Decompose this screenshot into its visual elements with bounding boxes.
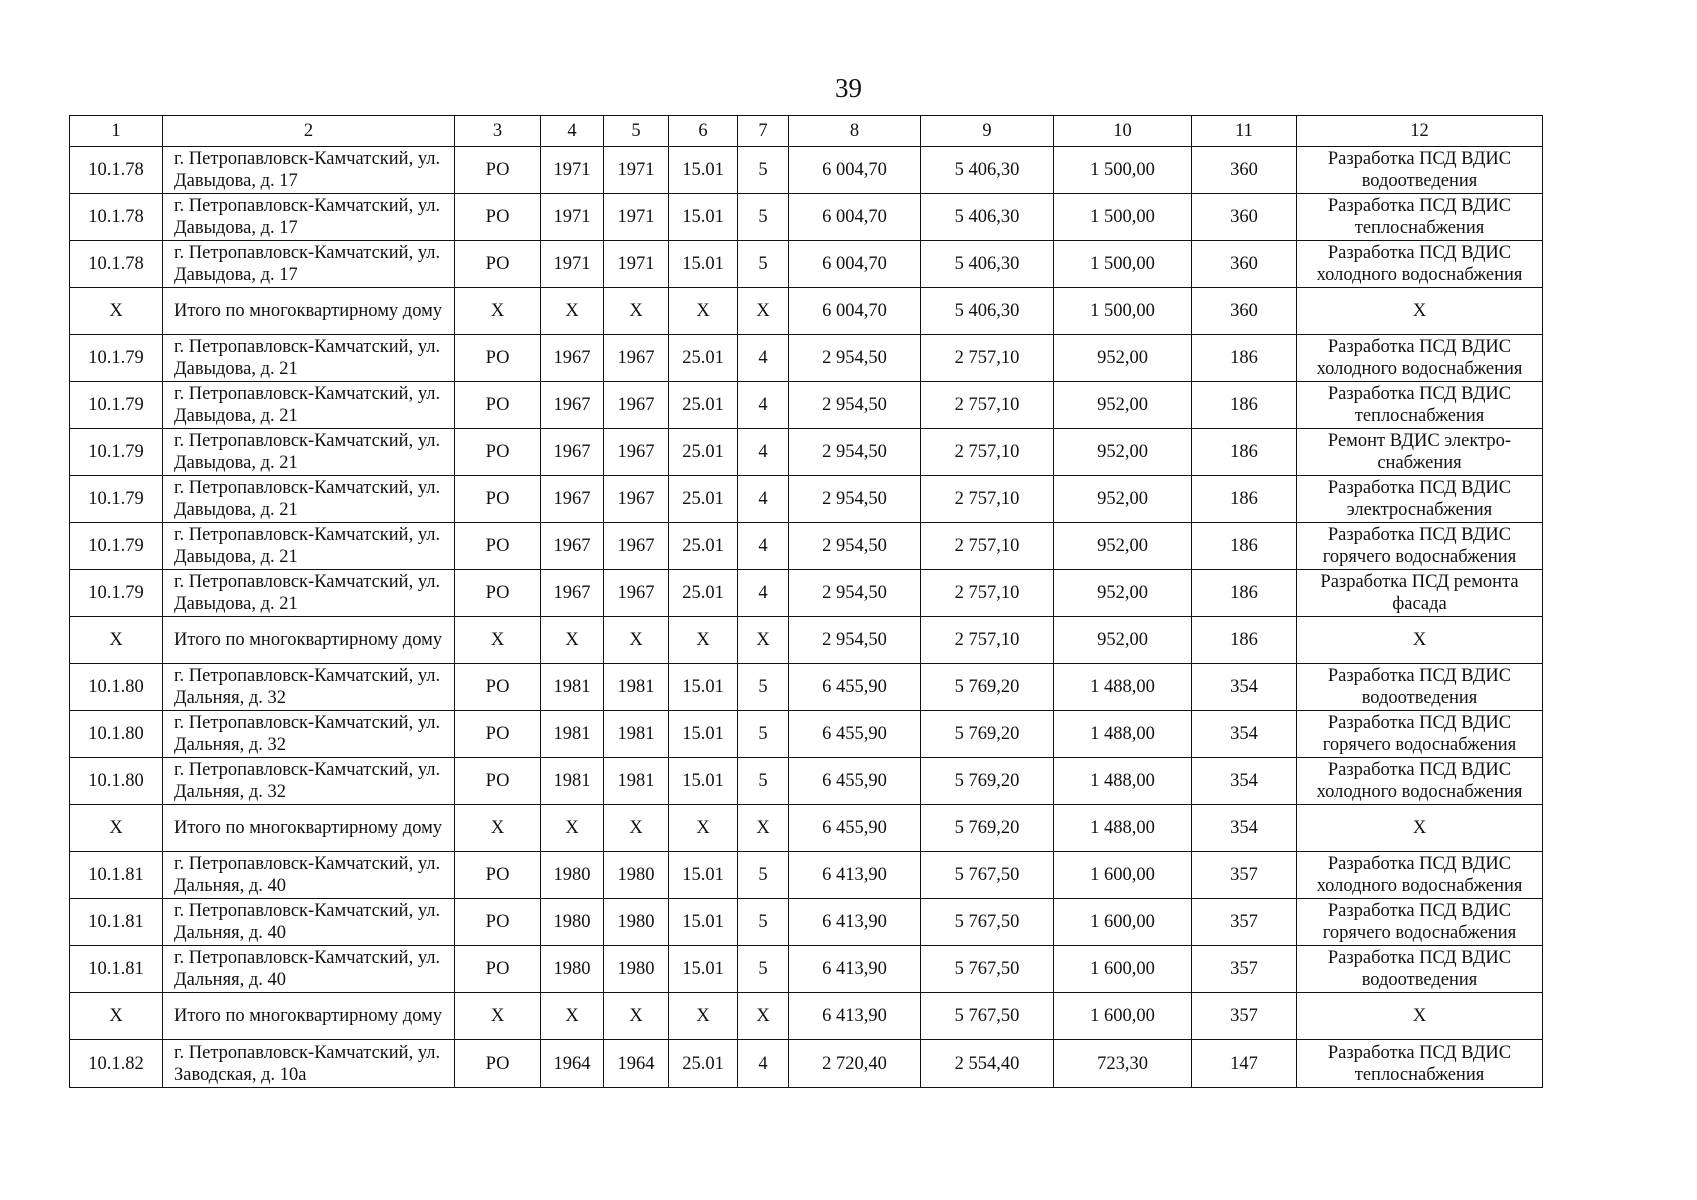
column-3-cell: РО [455, 852, 541, 899]
column-7-cell: 5 [738, 664, 789, 711]
column-3-cell: РО [455, 194, 541, 241]
column-11-cell: 357 [1192, 946, 1297, 993]
address-cell: Итого по многоквартирному дому [163, 288, 455, 335]
column-5-cell: 1981 [604, 664, 669, 711]
column-5-cell: 1967 [604, 335, 669, 382]
column-8-cell: 6 004,70 [789, 241, 921, 288]
column-header: 12 [1297, 116, 1543, 147]
column-5-cell: 1967 [604, 382, 669, 429]
work-type-cell: Разработка ПСД ВДИС горячего водоснабжения [1297, 523, 1543, 570]
row-number-cell: 10.1.79 [70, 476, 163, 523]
column-7-cell: 4 [738, 523, 789, 570]
capital-repair-table [69, 115, 1543, 1088]
table-row [70, 758, 1543, 805]
column-8-cell: 6 455,90 [789, 758, 921, 805]
table-row [70, 335, 1543, 382]
column-header: 5 [604, 116, 669, 147]
column-11-cell: 360 [1192, 147, 1297, 194]
column-3-cell: РО [455, 711, 541, 758]
column-6-cell: 25.01 [669, 476, 738, 523]
column-11-cell: 360 [1192, 194, 1297, 241]
column-3-cell: РО [455, 476, 541, 523]
column-8-cell: 2 954,50 [789, 429, 921, 476]
address-cell: г. Петропавловск-Камчатский, ул. Дальняя, д. 40 [163, 852, 455, 899]
column-4-cell: 1967 [541, 382, 604, 429]
column-5-cell: 1967 [604, 570, 669, 617]
column-6-cell: X [669, 993, 738, 1040]
work-type-cell: Разработка ПСД ВДИС теплоснабжения [1297, 1040, 1543, 1088]
column-6-cell: 15.01 [669, 852, 738, 899]
column-11-cell: 354 [1192, 758, 1297, 805]
column-10-cell: 1 500,00 [1054, 147, 1192, 194]
column-7-cell: 5 [738, 899, 789, 946]
work-type-cell: Разработка ПСД ремонта фасада [1297, 570, 1543, 617]
column-header: 6 [669, 116, 738, 147]
column-6-cell: 15.01 [669, 758, 738, 805]
column-3-cell: РО [455, 899, 541, 946]
column-9-cell: 2 757,10 [921, 523, 1054, 570]
column-7-cell: 5 [738, 241, 789, 288]
row-number-cell: 10.1.80 [70, 758, 163, 805]
column-8-cell: 2 954,50 [789, 523, 921, 570]
column-header: 9 [921, 116, 1054, 147]
column-9-cell: 5 406,30 [921, 288, 1054, 335]
column-header: 1 [70, 116, 163, 147]
row-number-cell: 10.1.78 [70, 194, 163, 241]
column-11-cell: 354 [1192, 805, 1297, 852]
column-6-cell: 15.01 [669, 899, 738, 946]
column-7-cell: 5 [738, 147, 789, 194]
address-cell: г. Петропавловск-Камчатский, ул. Дальняя, д. 32 [163, 711, 455, 758]
address-cell: Итого по многоквартирному дому [163, 617, 455, 664]
column-8-cell: 2 954,50 [789, 476, 921, 523]
column-11-cell: 357 [1192, 993, 1297, 1040]
column-11-cell: 360 [1192, 241, 1297, 288]
column-4-cell: 1980 [541, 946, 604, 993]
address-cell: г. Петропавловск-Камчатский, ул. Давыдова, д. 17 [163, 194, 455, 241]
column-11-cell: 147 [1192, 1040, 1297, 1088]
column-6-cell: 15.01 [669, 241, 738, 288]
column-header: 8 [789, 116, 921, 147]
column-5-cell: 1981 [604, 758, 669, 805]
table-row [70, 476, 1543, 523]
row-number-cell: 10.1.82 [70, 1040, 163, 1088]
column-11-cell: 354 [1192, 664, 1297, 711]
column-9-cell: 2 554,40 [921, 1040, 1054, 1088]
column-10-cell: 723,30 [1054, 1040, 1192, 1088]
column-9-cell: 5 406,30 [921, 194, 1054, 241]
column-8-cell: 6 004,70 [789, 194, 921, 241]
column-7-cell: X [738, 288, 789, 335]
address-cell: г. Петропавловск-Камчатский, ул. Давыдова, д. 21 [163, 429, 455, 476]
column-9-cell: 5 767,50 [921, 946, 1054, 993]
column-4-cell: 1981 [541, 711, 604, 758]
work-type-cell: Разработка ПСД ВДИС холодного водоснабжения [1297, 241, 1543, 288]
column-4-cell: 1971 [541, 241, 604, 288]
column-7-cell: X [738, 805, 789, 852]
column-9-cell: 2 757,10 [921, 429, 1054, 476]
row-number-cell: 10.1.78 [70, 147, 163, 194]
column-10-cell: 1 488,00 [1054, 805, 1192, 852]
work-type-cell: Разработка ПСД ВДИС горячего водоснабжения [1297, 899, 1543, 946]
work-type-cell: Разработка ПСД ВДИС водоотведения [1297, 147, 1543, 194]
address-cell: г. Петропавловск-Камчатский, ул. Давыдова, д. 21 [163, 523, 455, 570]
column-4-cell: 1967 [541, 570, 604, 617]
column-10-cell: 952,00 [1054, 570, 1192, 617]
column-7-cell: X [738, 993, 789, 1040]
column-6-cell: 15.01 [669, 664, 738, 711]
column-6-cell: X [669, 288, 738, 335]
column-11-cell: 354 [1192, 711, 1297, 758]
column-4-cell: 1971 [541, 147, 604, 194]
table-row [70, 147, 1543, 194]
row-number-cell: 10.1.79 [70, 382, 163, 429]
address-cell: г. Петропавловск-Камчатский, ул. Дальняя, д. 40 [163, 899, 455, 946]
column-9-cell: 5 767,50 [921, 899, 1054, 946]
column-9-cell: 2 757,10 [921, 617, 1054, 664]
column-4-cell: X [541, 288, 604, 335]
table-row [70, 1040, 1543, 1088]
address-cell: г. Петропавловск-Камчатский, ул. Заводская, д. 10а [163, 1040, 455, 1088]
column-9-cell: 5 769,20 [921, 805, 1054, 852]
column-9-cell: 2 757,10 [921, 570, 1054, 617]
column-6-cell: 25.01 [669, 523, 738, 570]
column-9-cell: 2 757,10 [921, 382, 1054, 429]
column-5-cell: 1980 [604, 852, 669, 899]
address-cell: г. Петропавловск-Камчатский, ул. Дальняя, д. 32 [163, 664, 455, 711]
column-11-cell: 186 [1192, 382, 1297, 429]
work-type-cell: Разработка ПСД ВДИС холодного водоснабжения [1297, 335, 1543, 382]
table-row [70, 523, 1543, 570]
column-3-cell: РО [455, 570, 541, 617]
column-10-cell: 1 600,00 [1054, 852, 1192, 899]
column-6-cell: 15.01 [669, 194, 738, 241]
row-number-cell: 10.1.78 [70, 241, 163, 288]
column-6-cell: 25.01 [669, 382, 738, 429]
column-10-cell: 1 600,00 [1054, 899, 1192, 946]
column-8-cell: 6 004,70 [789, 288, 921, 335]
column-3-cell: X [455, 288, 541, 335]
column-5-cell: 1967 [604, 429, 669, 476]
table-row [70, 852, 1543, 899]
address-cell: Итого по многоквартирному дому [163, 993, 455, 1040]
column-10-cell: 952,00 [1054, 523, 1192, 570]
work-type-cell: Разработка ПСД ВДИС теплоснабжения [1297, 194, 1543, 241]
row-number-cell: 10.1.80 [70, 711, 163, 758]
address-cell: г. Петропавловск-Камчатский, ул. Давыдова, д. 21 [163, 570, 455, 617]
column-9-cell: 5 406,30 [921, 241, 1054, 288]
column-10-cell: 1 488,00 [1054, 711, 1192, 758]
column-10-cell: 952,00 [1054, 335, 1192, 382]
column-10-cell: 1 500,00 [1054, 194, 1192, 241]
column-11-cell: 360 [1192, 288, 1297, 335]
column-6-cell: 25.01 [669, 570, 738, 617]
row-number-cell: X [70, 805, 163, 852]
work-type-cell: Разработка ПСД ВДИС водоотведения [1297, 946, 1543, 993]
column-10-cell: 1 488,00 [1054, 664, 1192, 711]
address-cell: г. Петропавловск-Камчатский, ул. Давыдова, д. 17 [163, 241, 455, 288]
column-4-cell: X [541, 805, 604, 852]
column-6-cell: X [669, 617, 738, 664]
column-7-cell: 4 [738, 429, 789, 476]
column-5-cell: X [604, 805, 669, 852]
column-3-cell: РО [455, 664, 541, 711]
column-5-cell: 1981 [604, 711, 669, 758]
column-3-cell: РО [455, 429, 541, 476]
column-6-cell: 15.01 [669, 946, 738, 993]
column-8-cell: 6 455,90 [789, 664, 921, 711]
column-4-cell: 1981 [541, 758, 604, 805]
table-row [70, 993, 1543, 1040]
work-type-cell: X [1297, 288, 1543, 335]
address-cell: г. Петропавловск-Камчатский, ул. Давыдова, д. 21 [163, 476, 455, 523]
column-5-cell: 1971 [604, 241, 669, 288]
row-number-cell: X [70, 617, 163, 664]
column-6-cell: 15.01 [669, 711, 738, 758]
column-6-cell: 25.01 [669, 1040, 738, 1088]
column-5-cell: X [604, 617, 669, 664]
column-10-cell: 1 500,00 [1054, 241, 1192, 288]
column-8-cell: 2 954,50 [789, 382, 921, 429]
column-8-cell: 6 455,90 [789, 805, 921, 852]
table-row [70, 617, 1543, 664]
table-row [70, 711, 1543, 758]
column-3-cell: РО [455, 1040, 541, 1088]
column-10-cell: 952,00 [1054, 476, 1192, 523]
row-number-cell: 10.1.81 [70, 899, 163, 946]
work-type-cell: Разработка ПСД ВДИС горячего водоснабжения [1297, 711, 1543, 758]
column-4-cell: X [541, 617, 604, 664]
work-type-cell: Разработка ПСД ВДИС водоотведения [1297, 664, 1543, 711]
column-10-cell: 952,00 [1054, 617, 1192, 664]
column-3-cell: X [455, 805, 541, 852]
column-4-cell: 1967 [541, 429, 604, 476]
work-type-cell: Ремонт ВДИС электро-снабжения [1297, 429, 1543, 476]
column-8-cell: 6 413,90 [789, 946, 921, 993]
column-6-cell: 15.01 [669, 147, 738, 194]
column-6-cell: X [669, 805, 738, 852]
column-9-cell: 5 769,20 [921, 711, 1054, 758]
column-5-cell: 1980 [604, 899, 669, 946]
column-3-cell: X [455, 993, 541, 1040]
column-3-cell: РО [455, 758, 541, 805]
work-type-cell: Разработка ПСД ВДИС холодного водоснабжения [1297, 758, 1543, 805]
column-3-cell: X [455, 617, 541, 664]
column-4-cell: 1964 [541, 1040, 604, 1088]
column-8-cell: 6 004,70 [789, 147, 921, 194]
table-row [70, 899, 1543, 946]
column-5-cell: 1967 [604, 523, 669, 570]
table-row [70, 241, 1543, 288]
work-type-cell: X [1297, 805, 1543, 852]
address-cell: г. Петропавловск-Камчатский, ул. Дальняя, д. 32 [163, 758, 455, 805]
column-7-cell: X [738, 617, 789, 664]
column-11-cell: 186 [1192, 476, 1297, 523]
column-4-cell: 1967 [541, 476, 604, 523]
column-4-cell: 1980 [541, 899, 604, 946]
column-11-cell: 186 [1192, 570, 1297, 617]
column-10-cell: 1 600,00 [1054, 946, 1192, 993]
column-11-cell: 186 [1192, 617, 1297, 664]
column-header: 7 [738, 116, 789, 147]
address-cell: г. Петропавловск-Камчатский, ул. Давыдова, д. 21 [163, 335, 455, 382]
row-number-cell: 10.1.80 [70, 664, 163, 711]
column-10-cell: 952,00 [1054, 429, 1192, 476]
row-number-cell: 10.1.81 [70, 852, 163, 899]
column-8-cell: 6 455,90 [789, 711, 921, 758]
work-type-cell: Разработка ПСД ВДИС теплоснабжения [1297, 382, 1543, 429]
column-4-cell: 1971 [541, 194, 604, 241]
row-number-cell: 10.1.79 [70, 523, 163, 570]
column-7-cell: 5 [738, 852, 789, 899]
column-9-cell: 5 769,20 [921, 758, 1054, 805]
column-7-cell: 4 [738, 335, 789, 382]
column-8-cell: 6 413,90 [789, 993, 921, 1040]
row-number-cell: 10.1.81 [70, 946, 163, 993]
table-row [70, 946, 1543, 993]
column-6-cell: 25.01 [669, 429, 738, 476]
address-cell: г. Петропавловск-Камчатский, ул. Дальняя, д. 40 [163, 946, 455, 993]
column-9-cell: 5 406,30 [921, 147, 1054, 194]
column-9-cell: 5 767,50 [921, 993, 1054, 1040]
column-7-cell: 5 [738, 711, 789, 758]
column-3-cell: РО [455, 241, 541, 288]
row-number-cell: 10.1.79 [70, 570, 163, 617]
column-5-cell: X [604, 288, 669, 335]
table-body [70, 147, 1543, 1088]
column-5-cell: 1971 [604, 194, 669, 241]
column-8-cell: 6 413,90 [789, 899, 921, 946]
table-row [70, 664, 1543, 711]
column-4-cell: 1967 [541, 523, 604, 570]
column-11-cell: 186 [1192, 429, 1297, 476]
column-8-cell: 6 413,90 [789, 852, 921, 899]
column-5-cell: X [604, 993, 669, 1040]
column-10-cell: 1 600,00 [1054, 993, 1192, 1040]
table-header [70, 116, 1543, 147]
column-4-cell: X [541, 993, 604, 1040]
column-3-cell: РО [455, 382, 541, 429]
column-3-cell: РО [455, 147, 541, 194]
column-4-cell: 1967 [541, 335, 604, 382]
work-type-cell: Разработка ПСД ВДИС электроснабжения [1297, 476, 1543, 523]
column-3-cell: РО [455, 523, 541, 570]
table-row [70, 429, 1543, 476]
row-number-cell: X [70, 288, 163, 335]
column-6-cell: 25.01 [669, 335, 738, 382]
column-7-cell: 4 [738, 1040, 789, 1088]
column-7-cell: 4 [738, 476, 789, 523]
column-4-cell: 1980 [541, 852, 604, 899]
table-row [70, 805, 1543, 852]
column-3-cell: РО [455, 335, 541, 382]
address-cell: г. Петропавловск-Камчатский, ул. Давыдова, д. 21 [163, 382, 455, 429]
column-4-cell: 1981 [541, 664, 604, 711]
column-header: 11 [1192, 116, 1297, 147]
column-7-cell: 4 [738, 382, 789, 429]
column-5-cell: 1980 [604, 946, 669, 993]
row-number-cell: 10.1.79 [70, 335, 163, 382]
column-7-cell: 5 [738, 758, 789, 805]
table-row [70, 194, 1543, 241]
column-8-cell: 2 720,40 [789, 1040, 921, 1088]
work-type-cell: X [1297, 617, 1543, 664]
column-header: 4 [541, 116, 604, 147]
column-11-cell: 186 [1192, 335, 1297, 382]
column-9-cell: 5 769,20 [921, 664, 1054, 711]
column-11-cell: 186 [1192, 523, 1297, 570]
table-row [70, 382, 1543, 429]
column-7-cell: 5 [738, 194, 789, 241]
column-11-cell: 357 [1192, 899, 1297, 946]
row-number-cell: X [70, 993, 163, 1040]
address-cell: г. Петропавловск-Камчатский, ул. Давыдова, д. 17 [163, 147, 455, 194]
column-header: 2 [163, 116, 455, 147]
work-type-cell: Разработка ПСД ВДИС холодного водоснабжения [1297, 852, 1543, 899]
column-9-cell: 2 757,10 [921, 476, 1054, 523]
column-11-cell: 357 [1192, 852, 1297, 899]
column-10-cell: 1 488,00 [1054, 758, 1192, 805]
column-10-cell: 1 500,00 [1054, 288, 1192, 335]
work-type-cell: X [1297, 993, 1543, 1040]
column-header: 3 [455, 116, 541, 147]
column-7-cell: 4 [738, 570, 789, 617]
header-row [70, 116, 1543, 147]
column-3-cell: РО [455, 946, 541, 993]
column-10-cell: 952,00 [1054, 382, 1192, 429]
column-7-cell: 5 [738, 946, 789, 993]
column-header: 10 [1054, 116, 1192, 147]
page-number: 39 [835, 73, 862, 103]
column-8-cell: 2 954,50 [789, 335, 921, 382]
row-number-cell: 10.1.79 [70, 429, 163, 476]
column-5-cell: 1967 [604, 476, 669, 523]
column-9-cell: 5 767,50 [921, 852, 1054, 899]
column-5-cell: 1964 [604, 1040, 669, 1088]
table-row [70, 570, 1543, 617]
column-5-cell: 1971 [604, 147, 669, 194]
address-cell: Итого по многоквартирному дому [163, 805, 455, 852]
column-8-cell: 2 954,50 [789, 570, 921, 617]
column-9-cell: 2 757,10 [921, 335, 1054, 382]
column-8-cell: 2 954,50 [789, 617, 921, 664]
table-row [70, 288, 1543, 335]
